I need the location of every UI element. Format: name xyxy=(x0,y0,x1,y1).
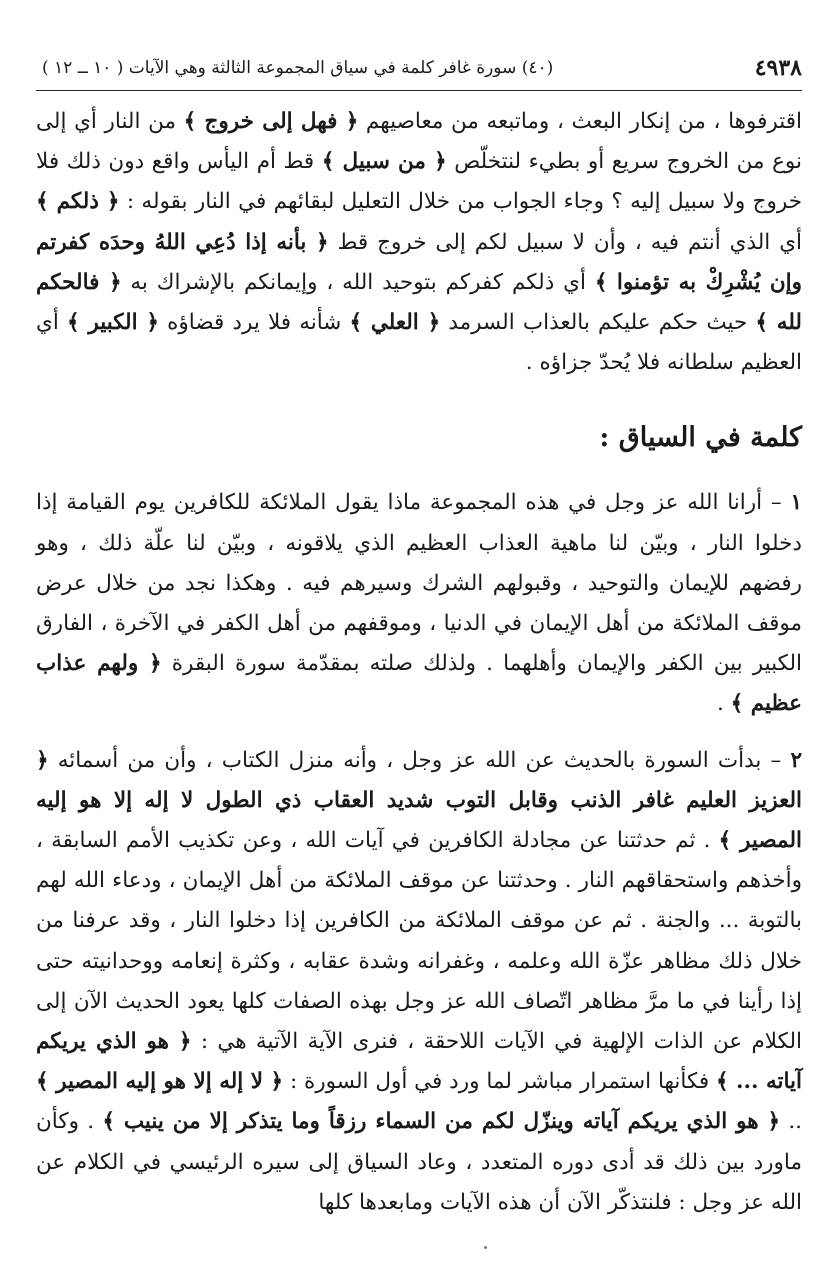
text-run: قط أم اليأس واقع دون ذلك فلا خروج ولا سبيل إليه ؟ وجاء الجواب من خلال التعليل لبقائهم في النار بقوله : xyxy=(36,149,802,215)
text-run: شأنه فلا يرد قضاؤه xyxy=(158,310,350,336)
emphasized-text: ﴿ العلي ﴾ xyxy=(349,310,441,336)
text-run: أي ذلكم كفركم بتوحيد الله ، وإيمانكم بالإشراك به xyxy=(121,269,595,295)
text-run: . وكأن ماورد بين ذلك قد أدى دوره المتعدد ، وعاد السياق إلى سيره الرئيسي في الكلام عن الله عز وجل : فلنتذكّر الآن أن هذه الآيات ومابعدها كلها xyxy=(36,1109,802,1215)
emphasized-text: ٢ xyxy=(790,747,802,773)
text-run: من النار أي إلى نوع من الخروج سريع أو بطيء لنتخلّص xyxy=(36,109,803,175)
text-run: – أرانا الله عز وجل في هذه المجموعة ماذا يقول الملائكة للكافرين يوم القيامة إذا دخلوا النار ، وبيّن لنا ماهية العذاب العظيم الذي يلاقونه ، وبيّن لنا علّة ذلك ، وهو رفضهم للإيمان والتوحيد ، وقبولهم الشرك وسيرهم فيه . وهكذا نجد من خلال عرض موقف الملائكة من أهل الإيمان في الدنيا ، وموقفهم من أهل الكفر في الآخرة ، الفارق الكبير بين الكفر والإيمان وأهلهما . ولذلك صلته بمقدّمة سورة البقرة xyxy=(36,490,802,677)
text-run: . xyxy=(716,691,731,717)
emphasized-text: ﴿ من سبيل ﴾ xyxy=(321,149,447,175)
emphasized-text: ١ xyxy=(790,490,802,516)
header-rule xyxy=(36,90,802,91)
text-run: .. xyxy=(780,1109,802,1135)
emphasized-text: ﴿ الكبير ﴾ xyxy=(66,310,159,336)
text-run: اقترفوها ، من إنكار البعث ، وماتبعه من معاصيهم xyxy=(358,109,803,134)
page-body xyxy=(36,102,802,1223)
paragraph-point-1 xyxy=(36,483,802,724)
emphasized-text: ﴿ بأنه إذا دُعِي اللهُ وحدَه كفرتم وإن يُشْرِكْ به تؤمنوا ﴾ xyxy=(36,229,802,295)
text-run: فكأنها استمرار مباشر لما ورد في أول السورة : xyxy=(283,1069,716,1095)
text-run: حيث حكم عليكم بالعذاب السرمد xyxy=(440,310,756,336)
intro-paragraph xyxy=(36,102,802,383)
text-run: أي الذي أنتم فيه ، وأن لا سبيل لكم إلى خروج قط xyxy=(328,229,802,255)
emphasized-text: ﴿ فهل إلى خروج ﴾ xyxy=(183,109,359,134)
text-run: – بدأت السورة بالحديث عن الله عز وجل ، وأنه منزل الكتاب ، وأن من أسمائه xyxy=(48,747,791,773)
emphasized-text: ﴿ هو الذي يريكم آياته ... ﴾ xyxy=(36,1029,803,1095)
page-number: ٤٩٣٨ xyxy=(754,55,802,81)
page-mark xyxy=(484,1246,487,1249)
emphasized-text: ﴿ لا إله إلا هو إليه المصير ﴾ xyxy=(36,1069,284,1095)
emphasized-text: ﴿ العزيز العليم غافر الذنب وقابل التوب شديد العقاب ذي الطول لا إله إلا هو إليه المصير ﴾ xyxy=(36,747,802,854)
section-heading: كلمة في السياق : xyxy=(599,422,802,454)
text-run: . ثم حدثتنا عن مجادلة الكافرين في آيات الله ، وعن تكذيب الأمم السابقة ، وأخذهم واستحقاقهم النار . وحدثتنا عن موقف الملائكة من أهل الإيمان ، ودعاء الله لهم بالتوبة ... والجنة . ثم عن موقف الملائكة من الكافرين إذا دخلوا النار ، وقد عرفنا من خلال ذلك مظاهر عزّة الله وعلمه ، وغفرانه وشدة عقابه ، وكثرة إنعامه ووحدانيته حتى إذا رأينا في ما مرَّ مظاهر اتّصاف الله عز وجل بهذه الصفات كلها يعود الحديث الآن إلى الكلام عن الذات الإلهية في الآيات اللاحقة ، فنرى الآية الآتية هي : xyxy=(36,828,802,1055)
emphasized-text: ﴿ ولهم عذاب عظيم ﴾ xyxy=(36,651,802,717)
text-run: أي العظيم سلطانه فلا يُحدّ جزاؤه . xyxy=(36,310,802,376)
running-title: (٤٠) سورة غافر كلمة في سياق المجموعة الثالثة وهي الآيات ( ١٠ ــ ١٢ ) xyxy=(42,58,554,78)
emphasized-text: ﴿ ذلكم ﴾ xyxy=(36,189,120,215)
emphasized-text: ﴿ فالحكم لله ﴾ xyxy=(36,269,802,336)
paragraph-point-2 xyxy=(36,741,802,1223)
page-header xyxy=(36,48,802,88)
emphasized-text: ﴿ هو الذي يريكم آياته وينزّل لكم من السماء رزقاً وما يتذكر إلا من ينيب ﴾ xyxy=(102,1109,781,1135)
